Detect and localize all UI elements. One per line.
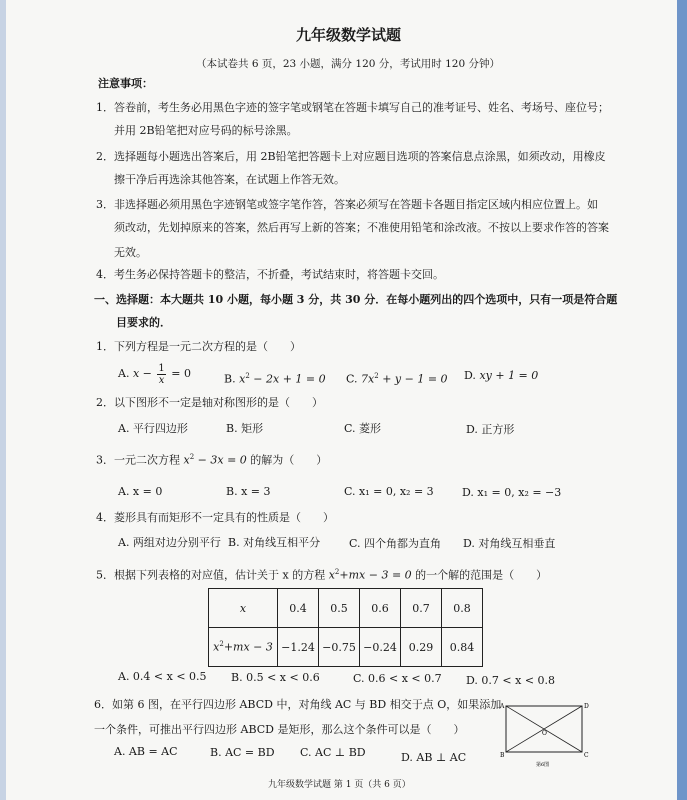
table-header-cell: $x^2+mx - 3$ [209, 628, 278, 667]
q1-option-a: A. x − $\frac{1}{x}$ = 0 [118, 362, 191, 386]
q2-stem: 2．以下图形不一定是轴对称图形的是（ ） [96, 396, 323, 409]
q6-parallelogram-figure [498, 700, 593, 768]
figure-label-d: D [584, 703, 589, 710]
q3-option-c: C. x₁ = 0, x₂ = 3 [344, 485, 434, 498]
viewer-scrollbar[interactable] [677, 0, 687, 800]
q5-option-b: B. 0.5 < x < 0.6 [231, 671, 320, 684]
q4-option-d: D. 对角线互相垂直 [463, 537, 556, 550]
q5-option-d: D. 0.7 < x < 0.8 [466, 674, 556, 687]
table-cell: 0.5 [319, 589, 360, 628]
exam-page [6, 0, 677, 800]
section-heading-line2: 目要求的． [116, 316, 171, 329]
q4-option-a: A. 两组对边分别平行 [118, 536, 221, 549]
q6-option-d: D. AB ⊥ AC [401, 751, 467, 764]
notice-3-line1: 3．非选择题必须用黑色字迹钢笔或签字笔作答，答案必须写在答题卡各题目指定区域内相应位置上。如 [96, 198, 598, 211]
q3-stem: 3．一元二次方程 $x^2 - 3x = 0$ 的解为（ ） [96, 453, 328, 467]
table-cell: 0.29 [401, 628, 442, 667]
q5-value-table [208, 588, 483, 667]
table-cell: 0.6 [360, 589, 401, 628]
q3-option-b: B. x = 3 [226, 485, 271, 498]
page-title: 九年级数学试题 [296, 26, 402, 44]
table-cell: 0.7 [401, 589, 442, 628]
notice-3-line3: 无效。 [114, 246, 147, 259]
figure-label-o: O [542, 730, 547, 737]
q6-option-c: C. AC ⊥ BD [300, 746, 366, 759]
q2-option-b: B. 矩形 [226, 422, 264, 435]
q1-stem: 1．下列方程是一元二次方程的是（ ） [96, 340, 301, 353]
q5-option-a: A. 0.4 < x < 0.5 [118, 670, 207, 683]
q3-option-d: D. x₁ = 0, x₂ = −3 [462, 486, 562, 499]
table-cell: 0.84 [442, 628, 483, 667]
q6-option-a: A. AB = AC [114, 745, 178, 758]
figure-caption: 第6图 [536, 762, 550, 768]
notice-heading: 注意事项： [98, 77, 153, 90]
table-cell: 0.4 [278, 589, 319, 628]
notice-1-line2: 并用 2B铅笔把对应号码的标号涂黑。 [114, 124, 298, 137]
notice-2-line2: 擦干净后再选涂其他答案，在试题上作答无效。 [114, 173, 345, 186]
page-footer: 九年级数学试题 第 1 页（共 6 页） [268, 780, 411, 790]
q1-option-b: B. $x^2 - 2x + 1 = 0$ [224, 372, 326, 386]
figure-label-c: C [584, 752, 589, 759]
q6-option-b: B. AC = BD [210, 746, 275, 759]
q6-stem-line2: 一个条件，可推出平行四边形 ABCD 是矩形，那么这个条件可以是（ ） [94, 723, 465, 736]
q4-option-c: C. 四个角都为直角 [349, 537, 442, 550]
q2-option-a: A. 平行四边形 [118, 422, 188, 435]
q1-option-c: C. $7x^2 + y - 1 = 0$ [346, 372, 448, 386]
q2-option-d: D. 正方形 [466, 423, 515, 436]
table-row [209, 628, 483, 667]
table-cell: −0.75 [319, 628, 360, 667]
q4-stem: 4．菱形具有而矩形不一定具有的性质是（ ） [96, 511, 334, 524]
table-header-cell: x [209, 589, 278, 628]
q4-option-b: B. 对角线互相平分 [228, 536, 321, 549]
notice-3-line2: 须改动，先划掉原来的答案，然后再写上新的答案；不准使用铅笔和涂改液。不按以上要求作答的答案 [114, 221, 609, 234]
q5-option-c: C. 0.6 < x < 0.7 [353, 672, 442, 685]
figure-label-b: B [500, 752, 505, 759]
q2-option-c: C. 菱形 [344, 422, 382, 435]
table-cell: −0.24 [360, 628, 401, 667]
table-cell: −1.24 [278, 628, 319, 667]
q1-option-d: D. xy + 1 = 0 [464, 369, 539, 382]
q3-option-a: A. x = 0 [118, 485, 163, 498]
figure-label-a: A [500, 703, 505, 710]
table-cell: 0.8 [442, 589, 483, 628]
notice-4-line1: 4．考生务必保持答题卡的整洁，不折叠，考试结束时，将答题卡交回。 [96, 268, 444, 281]
notice-2-line1: 2．选择题每小题选出答案后，用 2B铅笔把答题卡上对应题目选项的答案信息点涂黑，如须改动，用橡皮 [96, 150, 606, 163]
q6-stem-line1: 6．如第 6 图，在平行四边形 ABCD 中，对角线 AC 与 BD 相交于点 O，如果添加 [94, 698, 502, 711]
section-heading: 一、选择题：本大题共 10 小题，每小题 3 分，共 30 分．在每小题列出的四个选项中，只有一项是符合题 [94, 293, 618, 306]
table-row [209, 589, 483, 628]
page-subtitle: （本试卷共 6 页，23 小题，满分 120 分，考试用时 120 分钟） [196, 58, 500, 70]
notice-1-line1: 1．答卷前，考生务必用黑色字迹的签字笔或钢笔在答题卡填写自己的准考证号、姓名、考场号、座位号； [96, 101, 609, 114]
q5-stem: 5．根据下列表格的对应值，估计关于 x 的方程 $x^2+mx - 3 = 0$ 的一个解的范围是（ ） [96, 568, 548, 582]
